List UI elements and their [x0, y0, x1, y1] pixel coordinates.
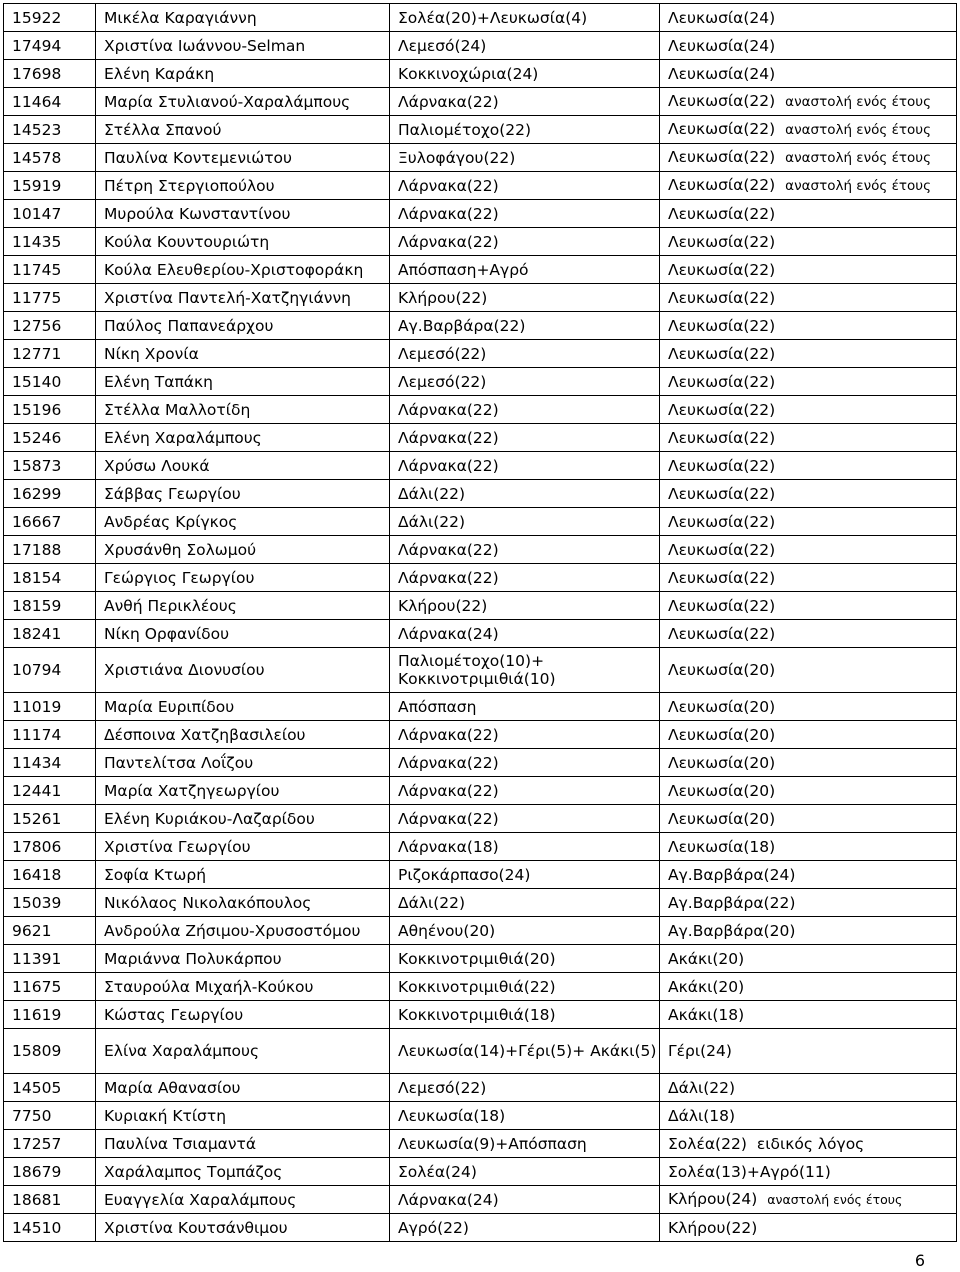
- row-id-cell: 18159: [4, 592, 96, 620]
- row-from-cell: Σολέα(24): [390, 1158, 660, 1186]
- row-from-cell: Ριζοκάρπασο(24): [390, 861, 660, 889]
- row-to-cell: [660, 564, 957, 592]
- row-from-cell: Κλήρου(22): [390, 592, 660, 620]
- row-to-cell: [660, 172, 957, 200]
- table-row: [4, 777, 957, 805]
- table-row: [4, 312, 957, 340]
- row-from-cell: Λεμεσό(22): [390, 1074, 660, 1102]
- row-from-cell: Λάρνακα(22): [390, 721, 660, 749]
- table-row: [4, 1214, 957, 1242]
- row-name-cell: Ανθή Περικλέους: [96, 592, 390, 620]
- row-to-cell: [660, 116, 957, 144]
- row-to-cell: [660, 424, 957, 452]
- row-to-cell: [660, 256, 957, 284]
- row-id-cell: 11435: [4, 228, 96, 256]
- row-name-cell: Στέλλα Σπανού: [96, 116, 390, 144]
- table-row: [4, 368, 957, 396]
- row-name-cell: Χαράλαμπος Τομπάζος: [96, 1158, 390, 1186]
- table-row: [4, 749, 957, 777]
- table-row: [4, 564, 957, 592]
- row-name-cell: Νικόλαος Νικολακόπουλος: [96, 889, 390, 917]
- row-name-cell: Ανδρούλα Ζήσιμου-Χρυσοστόμου: [96, 917, 390, 945]
- row-from-cell: Δάλι(22): [390, 480, 660, 508]
- row-to-text: Κλήρου(22): [668, 1218, 758, 1237]
- row-id-cell: 17188: [4, 536, 96, 564]
- row-id-cell: 12441: [4, 777, 96, 805]
- row-from-cell: Παλιομέτοχο(10)+ Κοκκινοτριμιθιά(10): [390, 648, 660, 693]
- row-to-text: Σολέα(22): [668, 1134, 747, 1153]
- row-id-cell: 16667: [4, 508, 96, 536]
- row-name-cell: Κυριακή Κτίστη: [96, 1102, 390, 1130]
- row-to-text: Ακάκι(20): [668, 977, 745, 996]
- row-id-cell: 17494: [4, 32, 96, 60]
- row-to-cell: [660, 917, 957, 945]
- row-to-text: Λευκωσία(20): [668, 753, 776, 772]
- row-name-cell: Ελένη Καράκη: [96, 60, 390, 88]
- row-to-text: Αγ.Βαρβάρα(20): [668, 921, 796, 940]
- row-id-cell: 18679: [4, 1158, 96, 1186]
- row-name-cell: Χρύσω Λουκά: [96, 452, 390, 480]
- row-to-text: Λευκωσία(20): [668, 661, 776, 679]
- row-id-cell: 11745: [4, 256, 96, 284]
- row-to-text: Δάλι(22): [668, 1078, 736, 1097]
- row-from-cell: Δάλι(22): [390, 889, 660, 917]
- row-from-cell: Λάρνακα(22): [390, 200, 660, 228]
- row-id-cell: 18154: [4, 564, 96, 592]
- table-row: [4, 340, 957, 368]
- row-name-cell: Ελένη Χαραλάμπους: [96, 424, 390, 452]
- row-to-text: Λευκωσία(22): [668, 232, 776, 251]
- row-to-text: Λευκωσία(22): [668, 568, 776, 587]
- row-id-cell: 18681: [4, 1186, 96, 1214]
- table-row: [4, 424, 957, 452]
- row-to-cell: [660, 693, 957, 721]
- row-to-text: Γέρι(24): [668, 1042, 732, 1060]
- row-name-cell: Παυλίνα Κοντεμενιώτου: [96, 144, 390, 172]
- row-to-text: Κλήρου(24): [668, 1190, 758, 1208]
- row-name-cell: Μαρία Χατζηγεωργίου: [96, 777, 390, 805]
- row-to-cell: [660, 592, 957, 620]
- table-row: [4, 805, 957, 833]
- row-name-cell: Στέλλα Μαλλοτίδη: [96, 396, 390, 424]
- row-id-cell: 15809: [4, 1029, 96, 1074]
- transfers-table: [3, 3, 957, 1242]
- row-name-cell: Σοφία Κτωρή: [96, 861, 390, 889]
- row-to-text: Λευκωσία(22): [668, 512, 776, 531]
- row-to-text: Λευκωσία(20): [668, 809, 776, 828]
- row-from-cell: Λάρνακα(22): [390, 452, 660, 480]
- row-from-cell: Λεμεσό(22): [390, 340, 660, 368]
- row-to-text: Αγ.Βαρβάρα(24): [668, 865, 796, 884]
- row-to-cell: [660, 861, 957, 889]
- row-id-cell: 11434: [4, 749, 96, 777]
- row-to-text: Λευκωσία(20): [668, 697, 776, 716]
- table-row: [4, 693, 957, 721]
- row-to-text: Λευκωσία(22): [668, 288, 776, 307]
- row-from-cell: Λευκωσία(18): [390, 1102, 660, 1130]
- table-row: [4, 945, 957, 973]
- row-from-cell: Λάρνακα(22): [390, 749, 660, 777]
- row-id-cell: 15873: [4, 452, 96, 480]
- row-to-text: Λευκωσία(22): [668, 148, 776, 166]
- row-to-text: Λευκωσία(22): [668, 456, 776, 475]
- row-name-cell: Χριστίνα Παντελή-Χατζηγιάννη: [96, 284, 390, 312]
- page-number: 6: [914, 1251, 925, 1270]
- table-row: [4, 172, 957, 200]
- row-note: αναστολή ενός έτους: [767, 1192, 903, 1207]
- row-id-cell: 18241: [4, 620, 96, 648]
- row-note: αναστολή ενός έτους: [785, 150, 932, 166]
- row-from-cell: Λάρνακα(22): [390, 777, 660, 805]
- row-name-cell: Παύλος Παπανεάρχου: [96, 312, 390, 340]
- table-row: [4, 396, 957, 424]
- row-to-text: Λευκωσία(24): [668, 8, 776, 27]
- table-row: [4, 620, 957, 648]
- row-to-cell: [660, 368, 957, 396]
- row-from-cell: Σολέα(20)+Λευκωσία(4): [390, 4, 660, 32]
- row-to-text: Λευκωσία(22): [668, 540, 776, 559]
- row-to-cell: [660, 749, 957, 777]
- row-name-cell: Μαριάννα Πολυκάρπου: [96, 945, 390, 973]
- row-name-cell: Σταυρούλα Μιχαήλ-Κούκου: [96, 973, 390, 1001]
- table-row: [4, 917, 957, 945]
- table-row: [4, 889, 957, 917]
- row-id-cell: 10147: [4, 200, 96, 228]
- row-from-cell: Κοκκινοτριμιθιά(20): [390, 945, 660, 973]
- row-from-cell: Λεμεσό(22): [390, 368, 660, 396]
- transfers-table-body: [4, 4, 957, 1242]
- row-name-cell: Παυλίνα Τσιαμαντά: [96, 1130, 390, 1158]
- table-row: [4, 1029, 957, 1074]
- row-id-cell: 14523: [4, 116, 96, 144]
- row-id-cell: 11464: [4, 88, 96, 116]
- row-name-cell: Σάββας Γεωργίου: [96, 480, 390, 508]
- row-name-cell: Ελένη Ταπάκη: [96, 368, 390, 396]
- row-to-cell: [660, 833, 957, 861]
- row-name-cell: Γεώργιος Γεωργίου: [96, 564, 390, 592]
- row-to-cell: [660, 284, 957, 312]
- row-to-text: Ακάκι(20): [668, 949, 745, 968]
- row-id-cell: 14505: [4, 1074, 96, 1102]
- row-name-cell: Κούλα Ελευθερίου-Χριστοφοράκη: [96, 256, 390, 284]
- row-id-cell: 12771: [4, 340, 96, 368]
- table-row: [4, 4, 957, 32]
- row-to-text: Λευκωσία(22): [668, 316, 776, 335]
- row-from-cell: Λάρνακα(18): [390, 833, 660, 861]
- row-name-cell: Χριστίνα Γεωργίου: [96, 833, 390, 861]
- row-id-cell: 15246: [4, 424, 96, 452]
- row-to-text: Λευκωσία(22): [668, 176, 776, 194]
- row-name-cell: Μαρία Αθανασίου: [96, 1074, 390, 1102]
- row-id-cell: 9621: [4, 917, 96, 945]
- row-to-cell: [660, 396, 957, 424]
- row-from-cell: Κοκκινοχώρια(24): [390, 60, 660, 88]
- table-row: [4, 88, 957, 116]
- row-note: αναστολή ενός έτους: [785, 122, 932, 138]
- row-to-cell: [660, 60, 957, 88]
- row-id-cell: 11174: [4, 721, 96, 749]
- row-from-cell: Αγ.Βαρβάρα(22): [390, 312, 660, 340]
- row-to-text: Λευκωσία(22): [668, 92, 776, 110]
- row-from-cell: Λεμεσό(24): [390, 32, 660, 60]
- table-row: [4, 592, 957, 620]
- row-to-text: Αγ.Βαρβάρα(22): [668, 893, 796, 912]
- row-id-cell: 11675: [4, 973, 96, 1001]
- row-from-cell: Δάλι(22): [390, 508, 660, 536]
- row-from-cell: Λάρνακα(24): [390, 620, 660, 648]
- table-row: [4, 1074, 957, 1102]
- table-row: [4, 480, 957, 508]
- table-row: [4, 1001, 957, 1029]
- row-id-cell: 15919: [4, 172, 96, 200]
- row-to-cell: [660, 973, 957, 1001]
- row-from-cell: Λάρνακα(22): [390, 228, 660, 256]
- table-row: [4, 721, 957, 749]
- row-to-cell: [660, 536, 957, 564]
- row-name-cell: Μαρία Στυλιανού-Χαραλάμπους: [96, 88, 390, 116]
- row-name-cell: Νίκη Ορφανίδου: [96, 620, 390, 648]
- table-row: [4, 452, 957, 480]
- row-to-cell: [660, 721, 957, 749]
- table-row: [4, 508, 957, 536]
- row-to-cell: [660, 508, 957, 536]
- row-to-cell: [660, 1214, 957, 1242]
- row-id-cell: 17698: [4, 60, 96, 88]
- row-to-text: Λευκωσία(24): [668, 36, 776, 55]
- row-from-cell: Απόσπαση+Αγρό: [390, 256, 660, 284]
- row-id-cell: 15039: [4, 889, 96, 917]
- row-id-cell: 14578: [4, 144, 96, 172]
- row-to-cell: [660, 1074, 957, 1102]
- row-id-cell: 11019: [4, 693, 96, 721]
- row-id-cell: 16299: [4, 480, 96, 508]
- row-name-cell: Χρυσάνθη Σολωμού: [96, 536, 390, 564]
- row-to-cell: [660, 1158, 957, 1186]
- row-name-cell: Παντελίτσα Λοΐζου: [96, 749, 390, 777]
- row-id-cell: 11391: [4, 945, 96, 973]
- row-from-cell: Ξυλοφάγου(22): [390, 144, 660, 172]
- row-to-cell: [660, 144, 957, 172]
- row-name-cell: Χριστίνα Ιωάννου-Selman: [96, 32, 390, 60]
- row-to-cell: [660, 1029, 957, 1074]
- row-id-cell: 15261: [4, 805, 96, 833]
- row-to-cell: [660, 200, 957, 228]
- row-name-cell: Δέσποινα Χατζηβασιλείου: [96, 721, 390, 749]
- row-to-text: Σολέα(13)+Αγρό(11): [668, 1162, 831, 1181]
- row-id-cell: 17257: [4, 1130, 96, 1158]
- row-note: ειδικός λόγος: [756, 1134, 865, 1153]
- row-to-cell: [660, 340, 957, 368]
- table-row: [4, 1102, 957, 1130]
- table-row: [4, 60, 957, 88]
- table-row: [4, 1158, 957, 1186]
- row-from-cell: Κοκκινοτριμιθιά(18): [390, 1001, 660, 1029]
- table-row: [4, 200, 957, 228]
- row-to-text: Λευκωσία(22): [668, 596, 776, 615]
- row-to-text: Ακάκι(18): [668, 1005, 745, 1024]
- row-name-cell: Ευαγγελία Χαραλάμπους: [96, 1186, 390, 1214]
- row-from-cell: Λάρνακα(24): [390, 1186, 660, 1214]
- row-from-cell: Λάρνακα(22): [390, 805, 660, 833]
- row-to-text: Λευκωσία(22): [668, 428, 776, 447]
- row-to-text: Λευκωσία(22): [668, 204, 776, 223]
- row-id-cell: 16418: [4, 861, 96, 889]
- row-name-cell: Ελίνα Χαραλάμπους: [96, 1029, 390, 1074]
- table-row: [4, 1186, 957, 1214]
- row-id-cell: 11619: [4, 1001, 96, 1029]
- row-from-cell: Λάρνακα(22): [390, 396, 660, 424]
- row-name-cell: Πέτρη Στεργιοπούλου: [96, 172, 390, 200]
- table-row: [4, 1130, 957, 1158]
- row-to-cell: [660, 480, 957, 508]
- row-name-cell: Ανδρέας Κρίγκος: [96, 508, 390, 536]
- row-to-cell: [660, 1130, 957, 1158]
- table-row: [4, 144, 957, 172]
- table-row: [4, 284, 957, 312]
- row-from-cell: Κλήρου(22): [390, 284, 660, 312]
- row-name-cell: Μαρία Ευριπίδου: [96, 693, 390, 721]
- row-name-cell: Κούλα Κουντουριώτη: [96, 228, 390, 256]
- row-to-cell: [660, 945, 957, 973]
- row-to-text: Λευκωσία(22): [668, 120, 776, 138]
- row-id-cell: 17806: [4, 833, 96, 861]
- row-id-cell: 15922: [4, 4, 96, 32]
- row-name-cell: Μικέλα Καραγιάννη: [96, 4, 390, 32]
- table-row: [4, 648, 957, 693]
- row-to-text: Λευκωσία(24): [668, 64, 776, 83]
- row-to-text: Λευκωσία(18): [668, 837, 776, 856]
- row-id-cell: 14510: [4, 1214, 96, 1242]
- row-to-text: Λευκωσία(22): [668, 372, 776, 391]
- row-to-cell: [660, 88, 957, 116]
- row-to-text: Λευκωσία(22): [668, 400, 776, 419]
- row-id-cell: 12756: [4, 312, 96, 340]
- row-to-cell: [660, 889, 957, 917]
- table-row: [4, 32, 957, 60]
- row-to-cell: [660, 4, 957, 32]
- row-to-text: Λευκωσία(20): [668, 725, 776, 744]
- row-to-cell: [660, 1001, 957, 1029]
- row-from-cell: Απόσπαση: [390, 693, 660, 721]
- row-to-text: Λευκωσία(22): [668, 344, 776, 363]
- row-name-cell: Κώστας Γεωργίου: [96, 1001, 390, 1029]
- row-from-cell: Λάρνακα(22): [390, 172, 660, 200]
- table-row: [4, 116, 957, 144]
- row-id-cell: 7750: [4, 1102, 96, 1130]
- row-note: αναστολή ενός έτους: [785, 178, 932, 194]
- row-to-text: Λευκωσία(22): [668, 260, 776, 279]
- row-id-cell: 11775: [4, 284, 96, 312]
- row-from-cell: Αγρό(22): [390, 1214, 660, 1242]
- row-from-cell: Λευκωσία(14)+Γέρι(5)+ Ακάκι(5): [390, 1029, 660, 1074]
- row-to-cell: [660, 805, 957, 833]
- row-to-cell: [660, 1102, 957, 1130]
- table-row: [4, 256, 957, 284]
- table-row: [4, 973, 957, 1001]
- row-to-text: Λευκωσία(20): [668, 781, 776, 800]
- row-to-cell: [660, 228, 957, 256]
- table-row: [4, 536, 957, 564]
- row-to-cell: [660, 1186, 957, 1214]
- row-name-cell: Μυρούλα Κωνσταντίνου: [96, 200, 390, 228]
- row-from-cell: Παλιομέτοχο(22): [390, 116, 660, 144]
- row-name-cell: Χριστιάνα Διονυσίου: [96, 648, 390, 693]
- row-from-cell: Αθηένου(20): [390, 917, 660, 945]
- row-to-cell: [660, 452, 957, 480]
- row-name-cell: Νίκη Χρονία: [96, 340, 390, 368]
- row-from-cell: Κοκκινοτριμιθιά(22): [390, 973, 660, 1001]
- row-id-cell: 15140: [4, 368, 96, 396]
- row-to-cell: [660, 777, 957, 805]
- row-to-text: Λευκωσία(22): [668, 624, 776, 643]
- row-note: αναστολή ενός έτους: [785, 94, 932, 110]
- row-to-text: Λευκωσία(22): [668, 484, 776, 503]
- table-row: [4, 861, 957, 889]
- row-from-cell: Λάρνακα(22): [390, 564, 660, 592]
- row-from-cell: Λευκωσία(9)+Απόσπαση: [390, 1130, 660, 1158]
- row-from-cell: Λάρνακα(22): [390, 424, 660, 452]
- row-to-cell: [660, 648, 957, 693]
- row-id-cell: 15196: [4, 396, 96, 424]
- row-to-cell: [660, 312, 957, 340]
- row-from-cell: Λάρνακα(22): [390, 88, 660, 116]
- table-row: [4, 833, 957, 861]
- row-to-cell: [660, 620, 957, 648]
- row-from-cell: Λάρνακα(22): [390, 536, 660, 564]
- table-row: [4, 228, 957, 256]
- row-name-cell: Ελένη Κυριάκου-Λαζαρίδου: [96, 805, 390, 833]
- row-to-cell: [660, 32, 957, 60]
- row-name-cell: Χριστίνα Κουτσάνθιμου: [96, 1214, 390, 1242]
- row-id-cell: 10794: [4, 648, 96, 693]
- row-to-text: Δάλι(18): [668, 1106, 736, 1125]
